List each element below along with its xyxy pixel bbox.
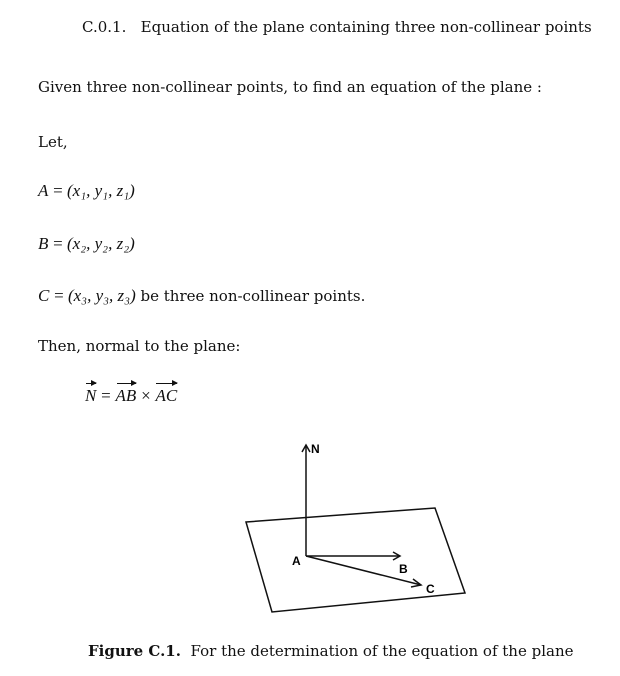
vector-ab: AB: [115, 386, 137, 405]
label-a: A: [292, 554, 301, 568]
point-name: A: [38, 181, 49, 200]
vector-n: N: [85, 386, 97, 405]
section-title: Equation of the plane containing three non-collinear points: [140, 18, 592, 36]
point-coords: (x₁, y₁, z₁): [67, 181, 135, 200]
point-coords: (x₃, y₃, z₃): [67, 286, 136, 305]
intro-text: Given three non-collinear points, to find an equation of the plane :: [38, 78, 542, 96]
point-suffix: be three non-collinear points.: [135, 287, 366, 305]
label-b: B: [399, 562, 408, 576]
then-text: Then, normal to the plane:: [38, 337, 241, 355]
let-text: Let,: [38, 133, 68, 151]
cross-sign: ×: [141, 386, 151, 405]
plane-outline: [246, 508, 465, 612]
vector-ac: AC: [155, 386, 178, 405]
point-c-definition: C = (x₃, y₃, z₃) be three non-collinear points.: [38, 286, 366, 305]
point-b-definition: B = (x₂, y₂, z₂): [38, 234, 135, 253]
section-number: C.0.1.: [82, 18, 127, 36]
point-name: B: [38, 234, 49, 253]
point-coords: (x₂, y₂, z₂): [67, 234, 135, 253]
figure-caption: [88, 642, 573, 660]
equals-sign: =: [101, 386, 111, 405]
point-name: C: [38, 286, 50, 305]
label-n: N: [311, 442, 320, 456]
point-a-definition: A = (x₁, y₁, z₁): [38, 181, 135, 200]
caption-label: Figure C.1.: [88, 642, 181, 660]
label-c: C: [426, 582, 435, 596]
caption-text: For the determination of the equation of the plane: [190, 642, 574, 660]
